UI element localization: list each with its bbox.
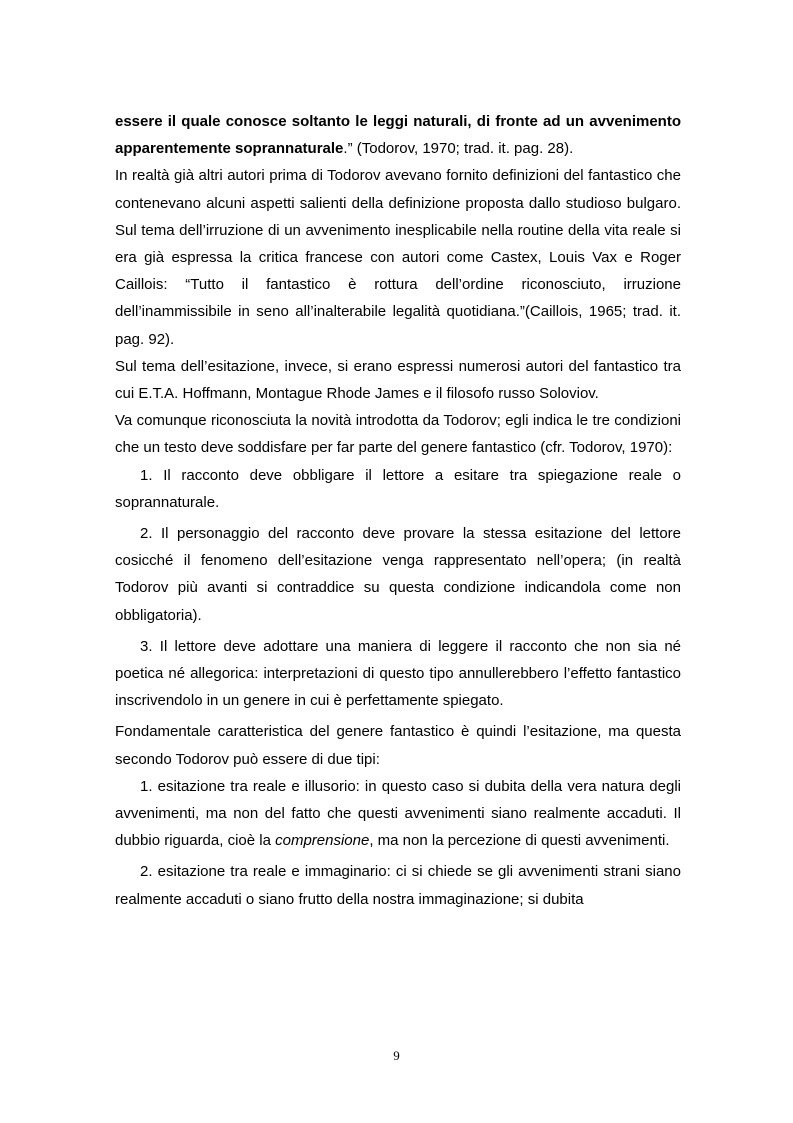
list-number: 1.: [140, 777, 153, 795]
paragraph-todorov-conditions: Va comunque riconosciuta la novità introdotta da Todorov; egli indica le tre condizioni che un testo deve soddisfare per far parte del genere fantastico (cfr. Todorov, 1970):: [115, 412, 681, 457]
paragraph-hesitation-types: Fondamentale caratteristica del genere fantastico è quindi l’esitazione, ma questa secondo Todorov può essere di due tipi:: [115, 723, 681, 768]
list-number: 1.: [140, 466, 153, 484]
paragraph-other-authors: In realtà già altri autori prima di Todorov avevano fornito definizioni del fantastico che contenevano alcuni aspetti salienti della definizione proposta dallo studioso bulgaro. Sul tema dell’irruzione di un avvenimento inesplicabile nella routine della vita reale si era già espressa la critica francese con autori come Castex, Louis Vax e Roger Caillois: “Tutto il fantastico è rottura dell’ordine riconosciuto, irruzione dell’inammissibile in seno all’inalterabile legalità quotidiana.”(Caillois, 1965; trad. it. pag. 92).: [115, 167, 681, 348]
hesitation-type-item-2: [115, 858, 681, 912]
citation-text: .” (Todorov, 1970; trad. it. pag. 28).: [343, 140, 574, 158]
paragraph-quote-end: [115, 108, 681, 162]
italic-term: comprensione: [275, 832, 370, 850]
document-page: [115, 108, 681, 917]
list-text: Il personaggio del racconto deve provare la stessa esitazione del lettore cosicché il fenomeno dell’esitazione venga rappresentato nell’opera; (in realtà Todorov più avanti si contraddice su questa condizione indicandola come non obbligatoria).: [115, 525, 682, 624]
condition-item-3: [115, 633, 681, 715]
page-number: 9: [393, 1048, 400, 1063]
list-number: 2.: [140, 525, 153, 543]
list-text: esitazione tra reale e immaginario: ci si chiede se gli avvenimenti strani siano realmente accaduti o siano frutto della nostra immaginazione; si dubita: [115, 863, 681, 908]
paragraph-hesitation-authors: Sul tema dell’esitazione, invece, si erano espressi numerosi autori del fantastico tra cui E.T.A. Hoffmann, Montague Rhode James e il filosofo russo Soloviov.: [115, 357, 681, 403]
list-text: Il lettore deve adottare una maniera di leggere il racconto che non sia né poetica né allegorica: interpretazioni di questo tipo annullerebbero l’effetto fantastico inscrivendolo in un genere in cui è perfettamente spiegato.: [115, 637, 682, 710]
condition-item-2: [115, 520, 681, 629]
bold-quote-text: essere il quale conosce soltanto le leggi naturali, di fronte ad un avvenimento apparentemente soprannaturale: [115, 113, 681, 158]
hesitation-type-item-1: [115, 773, 681, 855]
list-number: 2.: [140, 863, 153, 881]
list-text-after: , ma non la percezione di questi avvenimenti.: [369, 832, 670, 850]
list-text: Il racconto deve obbligare il lettore a esitare tra spiegazione reale o soprannaturale.: [115, 466, 681, 511]
condition-item-1: [115, 462, 681, 516]
list-text-before: esitazione tra reale e illusorio: in questo caso si dubita della vera natura degli avvenimenti, ma non del fatto che questi avvenimenti siano realmente accaduti. Il dubbio riguarda, cioè la: [115, 777, 681, 850]
list-number: 3.: [140, 637, 153, 655]
